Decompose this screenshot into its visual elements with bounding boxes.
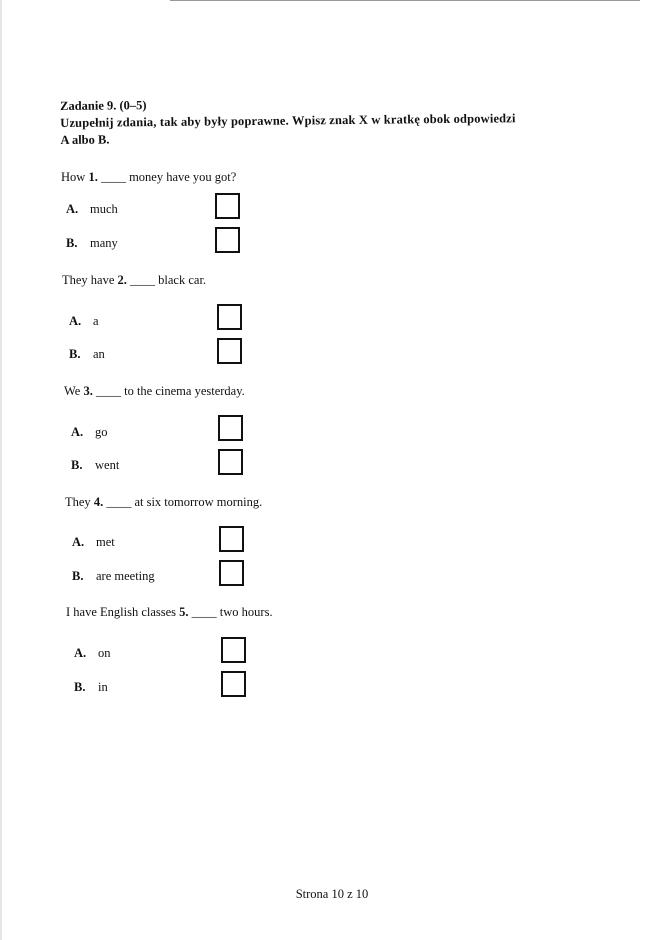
question-2-option-b-checkbox[interactable] [217, 338, 242, 364]
question-5-text [66, 605, 273, 620]
option-letter: B. [74, 680, 86, 694]
option-letter: B. [69, 347, 81, 361]
question-4-text [65, 495, 262, 510]
option-text: met [96, 535, 115, 549]
option-letter: B. [72, 569, 84, 583]
option-text: a [93, 314, 99, 328]
option-text: are meeting [96, 569, 155, 583]
top-rule [170, 0, 640, 1]
question-4-number: 4. [93, 495, 104, 509]
question-2-option-b [69, 347, 105, 362]
option-text: went [95, 458, 120, 472]
question-2-text [62, 273, 206, 288]
question-3-option-a [71, 425, 108, 440]
task-instruction-line-2: A albo B. [60, 132, 110, 147]
question-4-option-b-checkbox[interactable] [219, 560, 244, 586]
question-1-number: 1. [88, 170, 98, 184]
option-letter: B. [71, 458, 83, 472]
question-4-option-a-checkbox[interactable] [219, 526, 244, 552]
question-3-before: We [64, 384, 84, 398]
question-5-after: two hours. [219, 605, 273, 619]
option-letter: A. [72, 535, 85, 549]
question-1-text [61, 170, 236, 185]
question-5-number: 5. [179, 605, 189, 619]
option-text: go [95, 425, 108, 439]
question-3-after: to the cinema yesterday. [124, 384, 245, 398]
question-4-before: They [65, 495, 94, 509]
question-5-option-b [74, 680, 108, 695]
task-instruction-line-1: Uzupełnij zdania, tak aby były poprawne. Wpisz znak X w kratkę obok odpowiedzi [60, 111, 516, 130]
question-3-option-b-checkbox[interactable] [218, 449, 243, 475]
question-4-after: at six tomorrow morning. [134, 495, 263, 509]
question-1-option-b-checkbox[interactable] [215, 227, 240, 253]
question-2-before: They have [62, 273, 118, 287]
option-letter: A. [66, 202, 79, 216]
question-2-after: black car. [158, 273, 207, 287]
question-1-before: How [61, 170, 89, 184]
task-title: Zadanie 9. (0–5) [60, 98, 147, 113]
question-5-option-a-checkbox[interactable] [221, 637, 246, 663]
question-3-option-b [71, 458, 119, 473]
question-3-number: 3. [83, 384, 93, 398]
question-1-option-a-checkbox[interactable] [215, 193, 240, 219]
question-5-option-a [74, 646, 111, 661]
question-4-option-b [72, 569, 155, 584]
question-3-option-a-checkbox[interactable] [218, 415, 243, 441]
question-3-text [64, 384, 245, 399]
option-text: an [93, 347, 105, 361]
question-3-blank: ____ [92, 384, 125, 398]
question-4-blank: ____ [103, 495, 135, 509]
question-1-option-a [66, 202, 118, 217]
left-page-edge [0, 0, 2, 940]
option-letter: A. [69, 314, 82, 328]
task-heading [60, 92, 601, 149]
option-text: much [90, 202, 118, 216]
question-4-option-a [72, 535, 115, 550]
question-1-after: money have you got? [129, 170, 237, 184]
option-text: many [90, 236, 118, 250]
question-1-blank: ____ [97, 170, 130, 184]
question-5-blank: ____ [188, 605, 220, 619]
option-letter: A. [71, 425, 84, 439]
option-letter: B. [66, 236, 78, 250]
question-5-option-b-checkbox[interactable] [221, 671, 246, 697]
question-1-option-b [66, 236, 118, 251]
question-2-option-a-checkbox[interactable] [217, 304, 242, 330]
question-2-blank: ____ [126, 273, 159, 287]
option-letter: A. [74, 646, 87, 660]
option-text: in [98, 680, 108, 694]
page-footer: Strona 10 z 10 [295, 887, 369, 901]
question-2-number: 2. [117, 273, 127, 287]
question-2-option-a [69, 314, 99, 329]
option-text: on [98, 646, 111, 660]
question-5-before: I have English classes [66, 605, 180, 619]
